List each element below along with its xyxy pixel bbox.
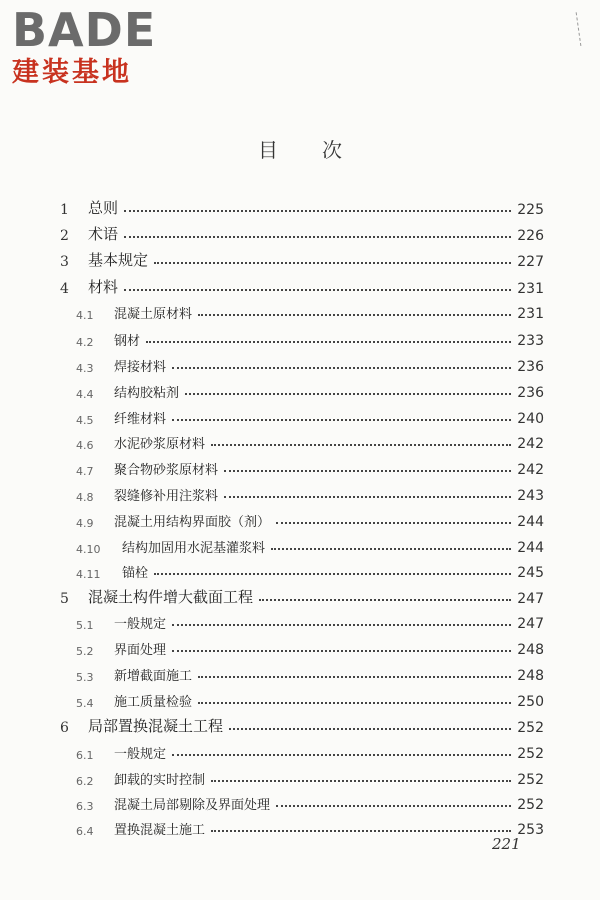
- toc-page-cell: [517, 616, 600, 632]
- toc-entry-number: 1: [60, 202, 69, 218]
- toc-entry-page: 247: [517, 591, 544, 607]
- toc-entry-number: 4.6: [76, 439, 94, 452]
- toc-dot-leader: [172, 367, 511, 369]
- toc-dot-leader: [224, 496, 511, 498]
- toc-entry-title: 卸载的实时控制: [114, 773, 206, 788]
- toc-entry[interactable]: [0, 766, 600, 788]
- toc-entry-title: 施工质量检验: [114, 695, 193, 710]
- toc-page-cell: [517, 772, 600, 788]
- toc-dot-leader: [224, 470, 511, 472]
- toc-dot-leader: [259, 599, 511, 601]
- toc-entry-number: 6.1: [76, 749, 94, 762]
- toc-dot-leader: [211, 830, 511, 832]
- toc-entry[interactable]: [0, 222, 600, 244]
- toc-entry[interactable]: [0, 327, 600, 349]
- toc-page-cell: [517, 488, 600, 504]
- toc-entry-number: 5.4: [76, 697, 94, 710]
- toc-entry-title: 纤维材料: [114, 412, 167, 427]
- toc-page-cell: [517, 436, 600, 452]
- toc-dot-leader: [124, 236, 511, 238]
- toc-entry-number: 4.4: [76, 388, 94, 401]
- toc-page-cell: [517, 281, 600, 297]
- toc-entry-page: 248: [517, 642, 544, 658]
- toc-entry-page: 231: [517, 306, 544, 322]
- toc-dot-leader: [124, 289, 511, 291]
- toc-entry-page: 252: [517, 746, 544, 762]
- toc-entry[interactable]: [0, 585, 600, 607]
- toc-entry-page: 236: [517, 359, 544, 375]
- toc-page-cell: [517, 254, 600, 270]
- toc-dot-leader: [198, 314, 511, 316]
- toc-dot-leader: [124, 210, 511, 212]
- toc-entry[interactable]: [0, 430, 600, 452]
- toc-page-cell: [517, 540, 600, 556]
- toc-dot-leader: [229, 728, 511, 730]
- toc-page-cell: [517, 822, 600, 838]
- toc-dot-leader: [185, 393, 511, 395]
- toc-page-cell: [517, 591, 600, 607]
- toc-dot-leader: [146, 341, 511, 343]
- toc-entry-number: 5.1: [76, 619, 94, 632]
- toc-entry-number: 6.3: [76, 800, 94, 813]
- toc-entry[interactable]: [0, 636, 600, 658]
- toc-entry-number: 5.2: [76, 645, 94, 658]
- toc-dot-leader: [198, 702, 511, 704]
- toc-entry[interactable]: [0, 353, 600, 375]
- bade-logo: [12, 4, 182, 88]
- toc-page-cell: [517, 306, 600, 322]
- toc-entry-page: 244: [517, 514, 544, 530]
- toc-entry-page: 231: [517, 281, 544, 297]
- toc-entry-page: 248: [517, 668, 544, 684]
- toc-page-cell: [517, 668, 600, 684]
- toc-entry-title: 总则: [88, 199, 119, 217]
- toc-entry-page: 247: [517, 616, 544, 632]
- toc-entry-page: 242: [517, 436, 544, 452]
- toc-entry[interactable]: [0, 275, 600, 297]
- toc-dot-leader: [276, 805, 511, 807]
- scan-artifact-mark: [576, 12, 584, 46]
- toc-dot-leader: [172, 624, 511, 626]
- toc-entry[interactable]: [0, 508, 600, 530]
- toc-entry-number: 6.4: [76, 825, 94, 838]
- toc-entry-number: 4.10: [76, 543, 101, 556]
- toc-entry-number: 2: [60, 228, 69, 244]
- toc-entry-page: 236: [517, 385, 544, 401]
- toc-entry-number: 4.2: [76, 336, 94, 349]
- toc-entry-number: 5.3: [76, 671, 94, 684]
- toc-entry[interactable]: [0, 662, 600, 684]
- toc-entry-title: 钢材: [114, 334, 141, 349]
- toc-entry-page: 225: [517, 202, 544, 218]
- toc-dot-leader: [172, 419, 511, 421]
- toc-entry-number: 6.2: [76, 775, 94, 788]
- toc-entry-title: 混凝土原材料: [114, 307, 193, 322]
- toc-dot-leader: [154, 573, 511, 575]
- page-number: 221: [492, 835, 521, 853]
- toc-entry-page: 242: [517, 462, 544, 478]
- toc-entry-title: 焊接材料: [114, 360, 167, 375]
- toc-entry-title: 局部置换混凝土工程: [88, 717, 224, 735]
- toc-entry-title: 锚栓: [122, 566, 149, 581]
- toc-entry[interactable]: [0, 248, 600, 270]
- toc-entry-title: 混凝土用结构界面胶（剂）: [114, 515, 271, 530]
- toc-entry-number: 6: [60, 720, 69, 736]
- toc-entry-number: 4.8: [76, 491, 94, 504]
- toc-heading: 目次: [258, 138, 386, 162]
- toc-entry-page: 244: [517, 540, 544, 556]
- toc-entry-title: 术语: [88, 225, 119, 243]
- toc-entry-title: 混凝土局部剔除及界面处理: [114, 798, 271, 813]
- toc-page-cell: [517, 333, 600, 349]
- toc-dot-leader: [172, 754, 511, 756]
- toc-entry[interactable]: [0, 456, 600, 478]
- toc-entry-page: 240: [517, 411, 544, 427]
- toc-entry-page: 226: [517, 228, 544, 244]
- toc-entry-page: 243: [517, 488, 544, 504]
- toc-entry-number: 4.5: [76, 414, 94, 427]
- toc-entry-page: 250: [517, 694, 544, 710]
- logo-wordmark: [12, 4, 182, 56]
- toc-page-cell: [517, 694, 600, 710]
- toc-entry[interactable]: [0, 610, 600, 632]
- toc-page-cell: [517, 565, 600, 581]
- toc-entry-title: 一般规定: [114, 747, 167, 762]
- toc-entry-number: 4.1: [76, 309, 94, 322]
- toc-dot-leader: [271, 548, 511, 550]
- toc-entry-page: 253: [517, 822, 544, 838]
- toc-entry-title: 材料: [88, 278, 119, 296]
- toc-entry-page: 245: [517, 565, 544, 581]
- toc-entry[interactable]: [0, 688, 600, 710]
- toc-entry-page: 252: [517, 720, 544, 736]
- toc-entry-title: 水泥砂浆原材料: [114, 437, 206, 452]
- toc-page-cell: [517, 359, 600, 375]
- logo-subtitle: 建装基地: [12, 57, 132, 88]
- toc-dot-leader: [211, 444, 511, 446]
- toc-page-cell: [517, 642, 600, 658]
- toc-dot-leader: [276, 522, 511, 524]
- toc-page-cell: [517, 411, 600, 427]
- toc-entry-title: 基本规定: [88, 251, 149, 269]
- toc-entry-title: 裂缝修补用注浆料: [114, 489, 219, 504]
- toc-entry-title: 混凝土构件增大截面工程: [88, 588, 254, 606]
- toc-entry-number: 4.11: [76, 568, 101, 581]
- toc-entry-title: 新增截面施工: [114, 669, 193, 684]
- toc-entry-page: 233: [517, 333, 544, 349]
- toc-entry-number: 3: [60, 254, 69, 270]
- toc-entry-number: 4: [60, 281, 69, 297]
- toc-entry-number: 4.7: [76, 465, 94, 478]
- toc-page-cell: [517, 385, 600, 401]
- toc-page-cell: [517, 797, 600, 813]
- toc-entry-page: 252: [517, 797, 544, 813]
- toc-entry-title: 一般规定: [114, 617, 167, 632]
- toc-page-cell: [517, 746, 600, 762]
- toc-entry-number: 4.3: [76, 362, 94, 375]
- toc-entry[interactable]: [0, 534, 600, 556]
- toc-entry-title: 置换混凝土施工: [114, 823, 206, 838]
- toc-entry[interactable]: [0, 482, 600, 504]
- toc-dot-leader: [154, 262, 511, 264]
- toc-entry-number: 4.9: [76, 517, 94, 530]
- toc-entry[interactable]: [0, 405, 600, 427]
- toc-entry[interactable]: [0, 559, 600, 581]
- toc-entry[interactable]: [0, 196, 600, 218]
- toc-entry-title: 界面处理: [114, 643, 167, 658]
- toc-entry-title: 聚合物砂浆原材料: [114, 463, 219, 478]
- toc-entry-title: 结构胶粘剂: [114, 386, 180, 401]
- toc-entry[interactable]: [0, 714, 600, 736]
- toc-page-cell: [517, 720, 600, 736]
- toc-entry[interactable]: [0, 791, 600, 813]
- toc-dot-leader: [198, 676, 511, 678]
- toc-page-cell: [517, 462, 600, 478]
- logo-wordmark-text: BADE: [12, 3, 157, 57]
- toc-entry-page: 227: [517, 254, 544, 270]
- toc-page-cell: [517, 228, 600, 244]
- toc-dot-leader: [172, 650, 511, 652]
- toc-entry-page: 252: [517, 772, 544, 788]
- toc-entry[interactable]: [0, 379, 600, 401]
- toc-dot-leader: [211, 780, 511, 782]
- toc-entry[interactable]: [0, 740, 600, 762]
- toc-page-cell: [517, 202, 600, 218]
- toc-entry[interactable]: [0, 300, 600, 322]
- toc-entry-title: 结构加固用水泥基灌浆料: [122, 541, 266, 556]
- toc-entry-number: 5: [60, 591, 69, 607]
- toc-page-cell: [517, 514, 600, 530]
